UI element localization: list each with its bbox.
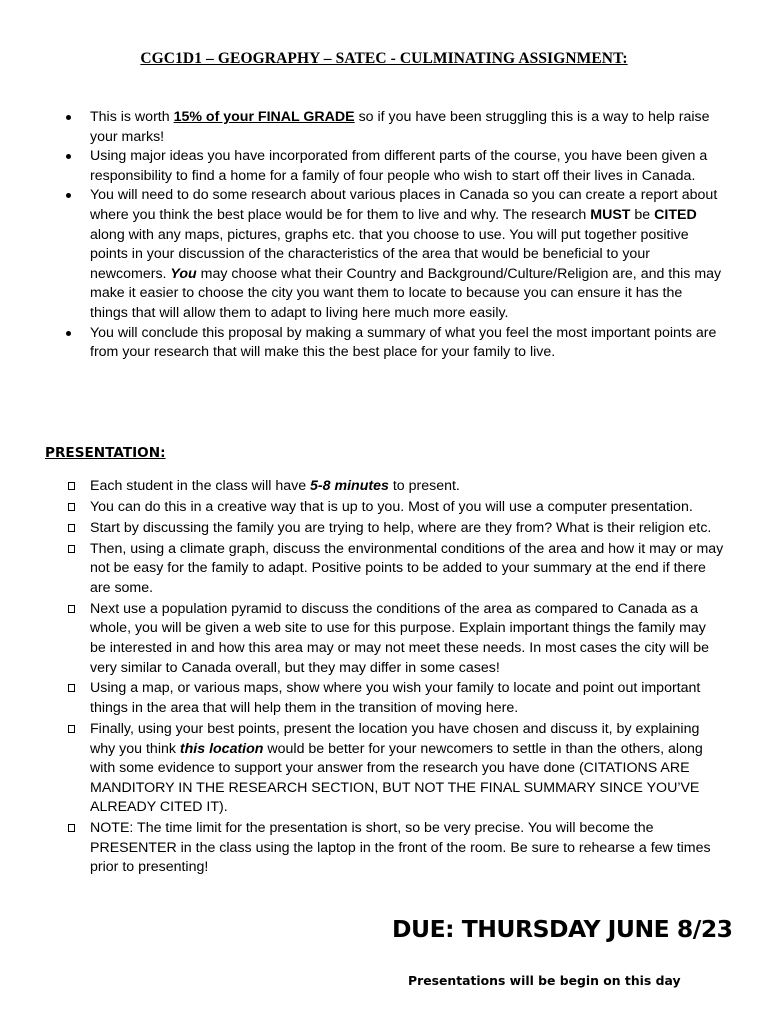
- checkbox-square-icon: [68, 605, 75, 613]
- checklist-text: would be better for your newcomers to settle in than the others, along with some evidence to support your answer from the research you have done (CITATIONS ARE MANDITORY IN THE RESEARCH SECTION, BUT NOT THE FINAL SUMMARY SINCE YOU’VE ALREADY CITED IT).: [90, 740, 703, 816]
- page-title: CGC1D1 – GEOGRAPHY – SATEC - CULMINATING ASSIGNMENT:: [140, 50, 628, 67]
- bullet-text: be: [630, 206, 655, 223]
- must-emphasis: MUST: [590, 206, 631, 223]
- checklist-item: [64, 540, 724, 599]
- bullet-icon: [66, 115, 71, 120]
- cited-emphasis: CITED: [654, 206, 697, 223]
- checkbox-square-icon: [68, 482, 75, 490]
- grade-weight-emphasis: 15% of your FINAL GRADE: [173, 109, 355, 125]
- checkbox-square-icon: [68, 725, 75, 733]
- checkbox-square-icon: [68, 684, 75, 692]
- bullet-text: along with any maps, pictures, graphs etc. that you choose to use. You will put together positive points in your discussion of the characteristics of the area that would be beneficial to your newcomers.: [90, 226, 689, 282]
- list-item: [64, 147, 724, 186]
- checkbox-square-icon: [68, 824, 75, 832]
- you-emphasis: You: [170, 265, 197, 282]
- checklist-text: Then, using a climate graph, discuss the environmental conditions of the area and how it may or may not be easy for the family to adapt. Positive points to be added to your summary at the end if there are some.: [90, 540, 724, 596]
- checklist-item: [64, 498, 724, 518]
- checklist-text: NOTE: The time limit for the presentation is short, so be very precise. You will become the PRESENTER in the class using the laptop in the front of the room. Be sure to rehearse a few times prior to presenting!: [90, 820, 711, 876]
- location-emphasis: this location: [179, 740, 264, 757]
- intro-bullet-list: [64, 108, 724, 363]
- bullet-icon: [66, 193, 71, 198]
- presentation-start-note: Presentations will be begin on this day: [408, 973, 681, 988]
- checkbox-square-icon: [68, 503, 75, 511]
- checklist-item: [64, 720, 724, 818]
- checklist-text: Using a map, or various maps, show where you wish your family to locate and point out important things in the area that will help them in the transition of moving here.: [90, 680, 701, 717]
- checklist-item: [64, 679, 724, 718]
- bullet-text: You will need to do some research about various places in Canada so you can create a report about where you think the best place would be for them to live and why. The research: [90, 187, 718, 223]
- presentation-heading: PRESENTATION:: [45, 445, 166, 461]
- checklist-item: [64, 477, 724, 497]
- bullet-text: This is worth: [90, 109, 174, 125]
- list-item: [64, 186, 724, 323]
- bullet-text: You will conclude this proposal by making a summary of what you feel the most important points are from your research that will make this the best place for your family to live.: [90, 324, 717, 361]
- checkbox-square-icon: [68, 545, 75, 553]
- bullet-text: Using major ideas you have incorporated from different parts of the course, you have been given a responsibility to find a home for a family of four people who wish to start off their lives in Canada.: [90, 148, 708, 184]
- list-item: [64, 324, 724, 363]
- checklist-text: Next use a population pyramid to discuss the conditions of the area as compared to Canada as a whole, you will be given a web site to use for this purpose. Explain important things the family may be interested in and how this area may or may not meet these needs. In most cases the city will be very similar to Canada overall, but they may differ in some cases!: [90, 600, 710, 676]
- time-emphasis: 5-8 minutes: [310, 478, 389, 494]
- checklist-item: [64, 819, 724, 878]
- bullet-text: may choose what their Country and Background/Culture/Religion are, and this may make it easier to choose the city you want them to locate to because you can ensure it has the things that will allow them to adapt to living here much more easily.: [90, 265, 722, 321]
- checklist-item: [64, 519, 724, 539]
- bullet-text: so if you have been struggling this is a way to help raise your marks!: [90, 109, 710, 145]
- presentation-checklist: [64, 477, 724, 879]
- checklist-item: [64, 600, 724, 678]
- checklist-text: Each student in the class will have: [90, 478, 311, 494]
- bullet-icon: [66, 154, 71, 159]
- checklist-text: You can do this in a creative way that is up to you. Most of you will use a computer presentation.: [90, 498, 693, 515]
- checklist-text: Start by discussing the family you are trying to help, where are they from? What is their religion etc.: [90, 519, 712, 536]
- checkbox-square-icon: [68, 524, 75, 532]
- bullet-icon: [66, 331, 71, 336]
- list-item: [64, 108, 724, 147]
- checklist-text: Finally, using your best points, present the location you have chosen and discuss it, by explaining why you think: [90, 720, 700, 757]
- checklist-text: to present.: [388, 478, 460, 494]
- due-date-heading: DUE: THURSDAY JUNE 8/23: [392, 915, 733, 943]
